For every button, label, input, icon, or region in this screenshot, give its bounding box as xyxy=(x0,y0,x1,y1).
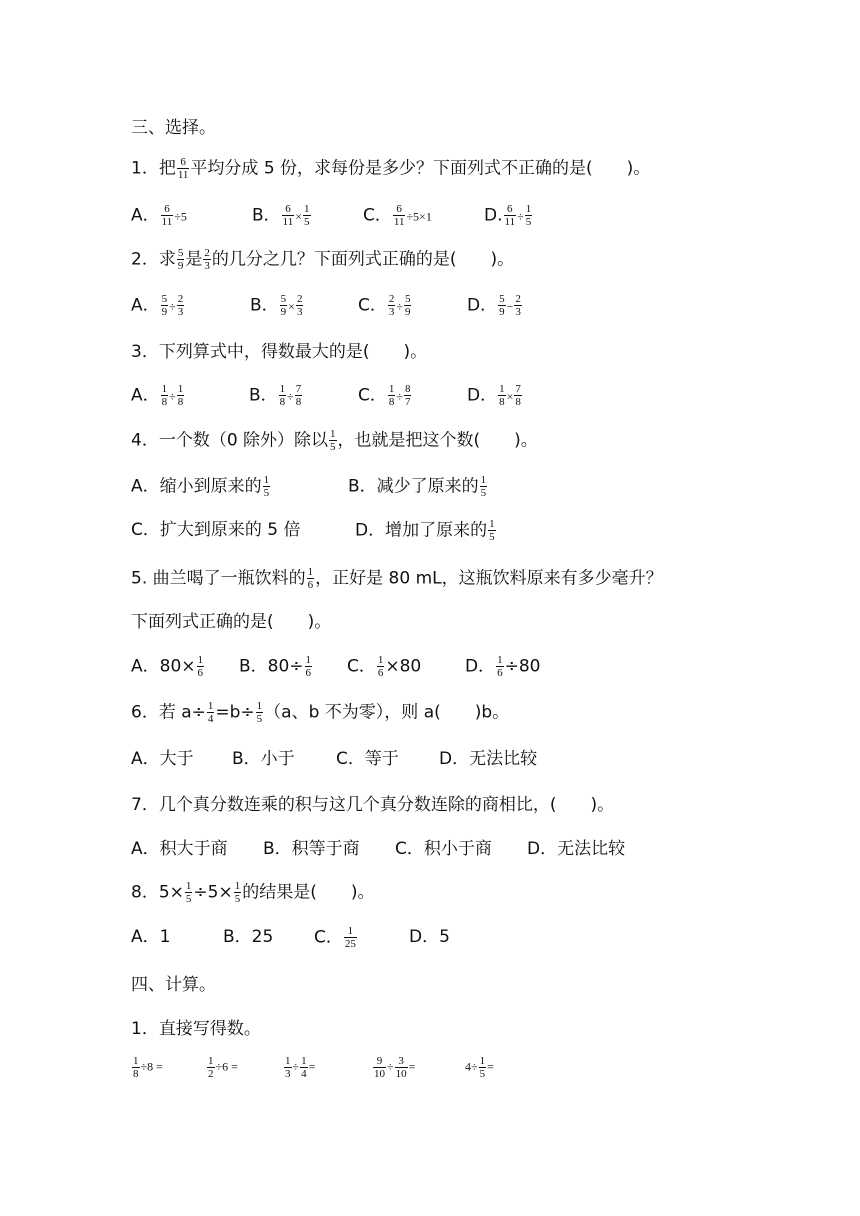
option-d: D. $\frac{6}{11}$ ÷ $\frac{1}{5}$ xyxy=(484,203,532,228)
fraction: $\frac{1}{4}$ xyxy=(207,700,214,725)
fraction: $\frac{5}{9}$ xyxy=(177,247,184,272)
option-a: A． $\frac{5}{9}$ ÷ $\frac{2}{3}$ xyxy=(131,293,184,318)
option-b: B． $\frac{6}{11}$ × $\frac{1}{5}$ xyxy=(252,203,310,228)
question-text-pre: 1．把 xyxy=(131,158,176,179)
option-a: A．缩小到原来的 $\frac{1}{5}$ xyxy=(131,474,270,499)
option-b: B．积等于商 xyxy=(263,839,360,859)
fraction: $\frac{1}{6}$ xyxy=(307,566,314,591)
option-a: A． $\frac{6}{11}$ ÷5 xyxy=(131,203,187,228)
option-d: D． $\frac{1}{8}$ × $\frac{7}{8}$ xyxy=(467,383,521,408)
question-5-line-2: 下面列式正确的是( )。 xyxy=(131,612,332,632)
question-1 xyxy=(131,156,650,181)
option-a: A．大于 xyxy=(131,749,194,769)
fraction: $\frac{1}{5}$ xyxy=(185,880,192,905)
option-d: D． $\frac{1}{6}$ ÷80 xyxy=(465,654,541,679)
option-d: D．5 xyxy=(409,927,450,947)
option-a: A． $\frac{1}{8}$ ÷ $\frac{1}{8}$ xyxy=(131,383,184,408)
calc-item-2: $\frac{1}{2}$ ÷6 = xyxy=(208,1055,238,1080)
question-6: 6．若 a÷ $\frac{1}{4}$ =b÷ $\frac{1}{5}$ （a、b 不为零），则 a( )b。 xyxy=(131,700,510,725)
question-7: 7．几个真分数连乘的积与这几个真分数连除的商相比，( )。 xyxy=(131,795,615,815)
fraction: $\frac{1}{5}$ xyxy=(256,700,263,725)
question-4: 4．一个数（0 除外）除以 $\frac{1}{5}$ ，也就是把这个数( )。 xyxy=(131,428,538,453)
option-c: C． $\frac{1}{6}$ ×80 xyxy=(347,654,422,679)
option-d: D．无法比较 xyxy=(527,839,626,859)
option-b: B．80÷ $\frac{1}{6}$ xyxy=(239,654,312,679)
option-d: D． $\frac{5}{9}$ − $\frac{2}{3}$ xyxy=(467,293,521,318)
option-c: C．等于 xyxy=(336,749,399,769)
option-c: C．扩大到原来的 5 倍 xyxy=(131,520,301,540)
question-3: 3．下列算式中，得数最大的是( )。 xyxy=(131,342,428,362)
option-b: B． $\frac{1}{8}$ ÷ $\frac{7}{8}$ xyxy=(249,383,302,408)
fraction: $\frac{1}{5}$ xyxy=(330,428,336,453)
option-c: C． $\frac{1}{8}$ ÷ $\frac{8}{7}$ xyxy=(358,383,411,408)
subsection-title: 1．直接写得数。 xyxy=(131,1019,261,1039)
question-2: 2．求 $\frac{5}{9}$ 是 $\frac{2}{3}$ 的几分之几？下面列式正确的是( )。 xyxy=(131,247,515,272)
calc-item-3: $\frac{1}{3}$ ÷ $\frac{1}{4}$ = xyxy=(285,1055,316,1080)
option-c: C． $\frac{1}{25}$ xyxy=(314,925,356,950)
option-c: C．积小于商 xyxy=(395,839,492,859)
option-a: A．1 xyxy=(131,927,171,947)
option-a: A．80× $\frac{1}{6}$ xyxy=(131,654,204,679)
calc-item-5: 4÷ $\frac{1}{5}$ = xyxy=(465,1055,494,1080)
calc-item-1: $\frac{1}{8}$ ÷8 = xyxy=(133,1055,163,1080)
option-b: B．小于 xyxy=(232,749,295,769)
option-c: C． $\frac{6}{11}$ ÷5×1 xyxy=(363,203,432,228)
section-three-title: 三、选择。 xyxy=(131,118,216,138)
calc-item-4: $\frac{9}{10}$ ÷ $\frac{3}{10}$ = xyxy=(374,1055,416,1080)
section-four-title: 四、计算。 xyxy=(131,975,216,995)
option-d: D．无法比较 xyxy=(439,749,538,769)
fraction: $\frac{1}{5}$ xyxy=(234,880,241,905)
fraction: $\frac{6}{11}$ xyxy=(177,156,189,181)
option-b: B．减少了原来的 $\frac{1}{5}$ xyxy=(348,474,487,499)
option-a: A．积大于商 xyxy=(131,839,228,859)
fraction: $\frac{2}{3}$ xyxy=(204,247,210,272)
question-5: 5. 曲兰喝了一瓶饮料的 $\frac{1}{6}$ ，正好是 80 mL，这瓶饮料原来有多少毫升？ xyxy=(131,566,663,591)
option-b: B．25 xyxy=(223,927,274,947)
option-c: C． $\frac{2}{3}$ ÷ $\frac{5}{9}$ xyxy=(358,293,411,318)
option-d: D．增加了原来的 $\frac{1}{5}$ xyxy=(355,518,495,543)
question-8: 8．5× $\frac{1}{5}$ ÷5× $\frac{1}{5}$ 的结果是( )。 xyxy=(131,880,375,905)
question-text-post: 平均分成 5 份，求每份是多少？下面列式不正确的是( )。 xyxy=(190,158,651,179)
option-b: B． $\frac{5}{9}$ × $\frac{2}{3}$ xyxy=(250,293,303,318)
